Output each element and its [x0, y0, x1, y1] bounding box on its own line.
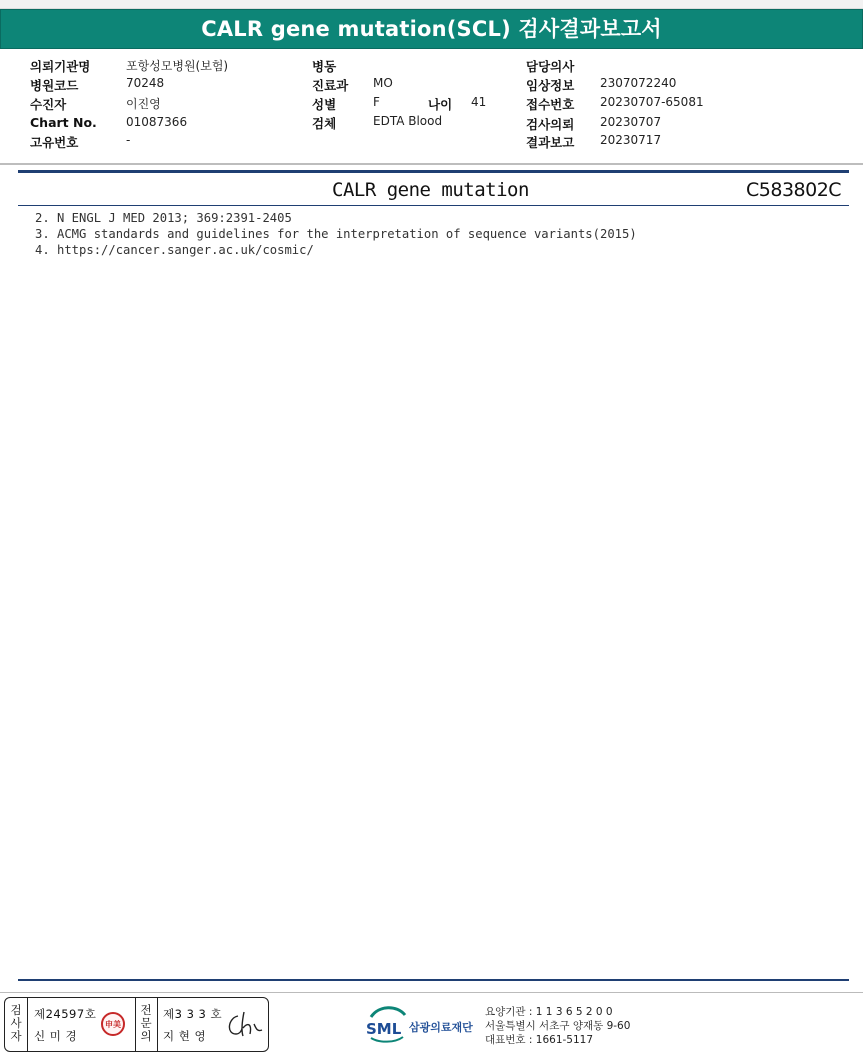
- examiner-label: [7, 1004, 25, 1043]
- header-divider: [0, 163, 863, 165]
- pathologist-name: 지 현 영: [163, 1029, 207, 1043]
- pathologist-license: 제3 3 3 호: [163, 1007, 223, 1021]
- chart-no-value: 01087366: [126, 115, 188, 129]
- clinical-info-label: 임상정보: [526, 78, 575, 93]
- report-title: CALR gene mutation(SCL) 검사결과보고서: [0, 9, 863, 49]
- reference-item: 4. https://cancer.sanger.ac.uk/cosmic/: [35, 243, 314, 257]
- reference-list: [35, 210, 637, 258]
- request-date-label: 검사의뢰: [526, 117, 575, 132]
- dept-label: 진료과: [312, 78, 349, 93]
- chart-no-label: Chart No.: [30, 115, 97, 130]
- patient-value: 이진영: [126, 97, 161, 111]
- hospital-code-label: 병원코드: [30, 78, 79, 93]
- org-address: 서울특별시 서초구 양재동 9-60: [485, 1020, 631, 1032]
- sml-logo-icon: [365, 1003, 409, 1043]
- logo-text: SML: [366, 1020, 402, 1038]
- sign-divider: [27, 998, 28, 1051]
- institution-value: 포항성모병원(보험): [126, 59, 229, 73]
- receipt-no-label: 접수번호: [526, 97, 575, 112]
- age-value: 41: [471, 95, 487, 109]
- pathologist-label: [137, 1004, 155, 1043]
- hospital-code-value: 70248: [126, 76, 165, 90]
- unique-no-value: -: [126, 133, 131, 147]
- sign-divider: [157, 998, 158, 1051]
- examiner-license: 제24597호: [34, 1007, 97, 1021]
- test-code: C583802C: [746, 179, 842, 201]
- org-code: 요양기관 : 1 1 3 6 5 2 0 0: [485, 1006, 613, 1018]
- sign-divider: [135, 998, 136, 1051]
- footer-divider: [0, 992, 863, 993]
- test-name: CALR gene mutation: [332, 179, 529, 201]
- result-date-value: 20230717: [600, 133, 662, 147]
- unique-no-label: 고유번호: [30, 135, 79, 150]
- specimen-value: EDTA Blood: [373, 114, 443, 128]
- receipt-no-value: 20230707-65081: [600, 95, 704, 109]
- examiner-name: 신 미 경: [34, 1029, 78, 1043]
- patient-label: 수진자: [30, 97, 67, 112]
- ward-label: 병동: [312, 59, 337, 74]
- dept-value: MO: [373, 76, 393, 90]
- section-rule-top: [18, 170, 849, 173]
- reference-item: 3. ACMG standards and guidelines for the interpretation of sequence variants(2015): [35, 227, 637, 241]
- specimen-label: 검체: [312, 116, 337, 131]
- sex-value: F: [373, 95, 380, 109]
- clinical-info-value: 2307072240: [600, 76, 677, 90]
- top-strip: [0, 0, 863, 9]
- patient-info-block: [0, 54, 863, 164]
- test-header: [0, 178, 863, 204]
- reference-item: 2. N ENGL J MED 2013; 369:2391-2405: [35, 211, 292, 225]
- result-date-label: 결과보고: [526, 135, 575, 150]
- age-label: 나이: [428, 97, 453, 112]
- signature-scribble: [224, 1010, 264, 1040]
- request-date-value: 20230707: [600, 115, 662, 129]
- examiner-seal: 申美: [101, 1012, 125, 1036]
- examiner-label-text: 검사자: [10, 1003, 22, 1043]
- footer-rule: [18, 979, 849, 981]
- org-info: [485, 1005, 630, 1047]
- doctor-label: 담당의사: [526, 59, 575, 74]
- org-name: 삼광의료재단: [409, 1021, 473, 1034]
- sex-label: 성별: [312, 97, 337, 112]
- institution-label: 의뢰기관명: [30, 59, 91, 74]
- pathologist-label-text: 전문의: [140, 1003, 152, 1043]
- section-rule-bottom: [18, 205, 849, 206]
- org-phone: 대표번호 : 1661-5117: [485, 1034, 594, 1046]
- signature-box: [4, 997, 269, 1052]
